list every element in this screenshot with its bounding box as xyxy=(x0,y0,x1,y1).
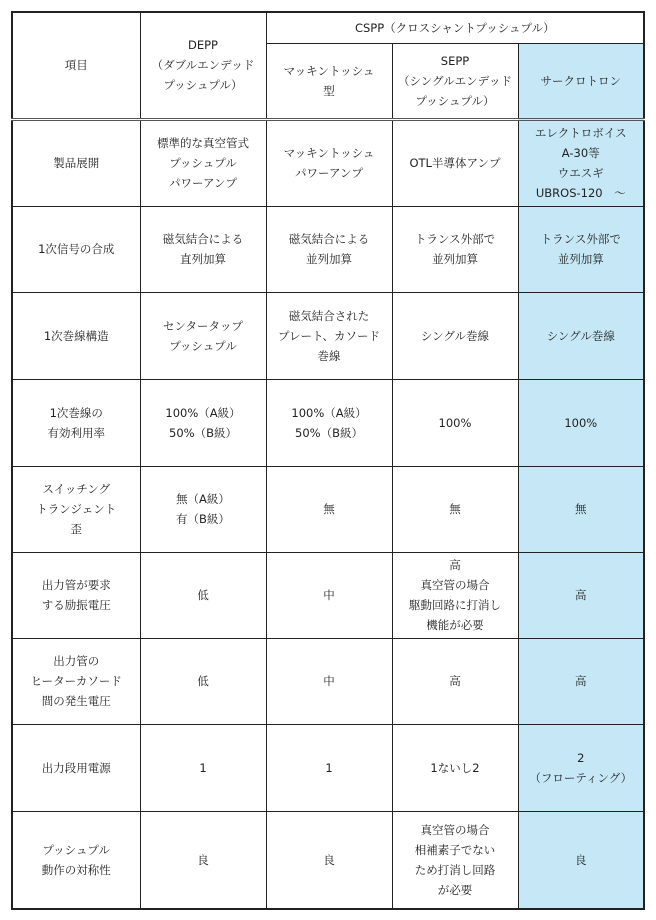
table-row xyxy=(12,466,644,552)
cell-sepp: トランス外部で 並列加算 xyxy=(392,206,518,292)
comparison-table xyxy=(11,11,645,910)
cell-circlotron: 100% xyxy=(518,379,644,466)
cell-depp: 磁気結合による 直列加算 xyxy=(140,206,266,292)
cell-circlotron: 高 xyxy=(518,638,644,724)
header-mcintosh: マッキントッシュ 型 xyxy=(266,43,392,119)
cell-sepp: 1ないし2 xyxy=(392,724,518,811)
cell-circlotron: 良 xyxy=(518,811,644,909)
table-row xyxy=(12,638,644,724)
cell-item: プッシュプル 動作の対称性 xyxy=(12,811,140,909)
cell-sepp: 真空管の場合 相補素子でない ため打消し回路 が必要 xyxy=(392,811,518,909)
cell-sepp: シングル巻線 xyxy=(392,292,518,379)
header-sepp: SEPP （シングルエンデッド プッシュプル） xyxy=(392,43,518,119)
table-row xyxy=(12,292,644,379)
cell-item: 1次巻線構造 xyxy=(12,292,140,379)
cell-circlotron: エレクトロボイス A-30等 ウエスギ UBROS-120 ～ xyxy=(518,119,644,206)
cell-circlotron: トランス外部で 並列加算 xyxy=(518,206,644,292)
cell-depp: 無（A級） 有（B級） xyxy=(140,466,266,552)
table-row xyxy=(12,206,644,292)
table-row xyxy=(12,119,644,206)
header-circlotron: サークロトロン xyxy=(518,43,644,119)
cell-item: 出力管の ヒーターカソード 間の発生電圧 xyxy=(12,638,140,724)
header-depp: DEPP （ダブルエンデッド プッシュプル） xyxy=(140,12,266,119)
cell-item: 出力管が要求 する励振電圧 xyxy=(12,552,140,638)
cell-sepp: 100% xyxy=(392,379,518,466)
cell-depp: 低 xyxy=(140,638,266,724)
cell-mcintosh: 中 xyxy=(266,552,392,638)
cell-item: 1次信号の合成 xyxy=(12,206,140,292)
cell-mcintosh: マッキントッシュ パワーアンプ xyxy=(266,119,392,206)
cell-mcintosh: 中 xyxy=(266,638,392,724)
cell-circlotron: シングル巻線 xyxy=(518,292,644,379)
cell-depp: 良 xyxy=(140,811,266,909)
cell-mcintosh: 良 xyxy=(266,811,392,909)
cell-depp: 標準的な真空管式 プッシュプル パワーアンプ xyxy=(140,119,266,206)
header-cspp: CSPP（クロスシャントプッシュプル） xyxy=(266,12,644,43)
cell-sepp: 無 xyxy=(392,466,518,552)
cell-sepp: OTL半導体アンプ xyxy=(392,119,518,206)
table-row xyxy=(12,552,644,638)
cell-item: 製品展開 xyxy=(12,119,140,206)
table-row xyxy=(12,724,644,811)
cell-depp: センタータップ プッシュプル xyxy=(140,292,266,379)
table-row xyxy=(12,811,644,909)
cell-depp: 低 xyxy=(140,552,266,638)
cell-item: 出力段用電源 xyxy=(12,724,140,811)
header-item: 項目 xyxy=(12,12,140,119)
cell-circlotron: 2 （フローティング） xyxy=(518,724,644,811)
cell-circlotron: 高 xyxy=(518,552,644,638)
cell-mcintosh: 1 xyxy=(266,724,392,811)
cell-circlotron: 無 xyxy=(518,466,644,552)
cell-item: スイッチング トランジェント 歪 xyxy=(12,466,140,552)
cell-item: 1次巻線の 有効利用率 xyxy=(12,379,140,466)
cell-sepp: 高 xyxy=(392,638,518,724)
cell-sepp: 高 真空管の場合 駆動回路に打消し 機能が必要 xyxy=(392,552,518,638)
cell-mcintosh: 100%（A級） 50%（B級） xyxy=(266,379,392,466)
cell-mcintosh: 無 xyxy=(266,466,392,552)
table-row xyxy=(12,379,644,466)
cell-depp: 1 xyxy=(140,724,266,811)
cell-mcintosh: 磁気結合による 並列加算 xyxy=(266,206,392,292)
cell-depp: 100%（A級） 50%（B級） xyxy=(140,379,266,466)
cell-mcintosh: 磁気結合された プレート、カソード 巻線 xyxy=(266,292,392,379)
